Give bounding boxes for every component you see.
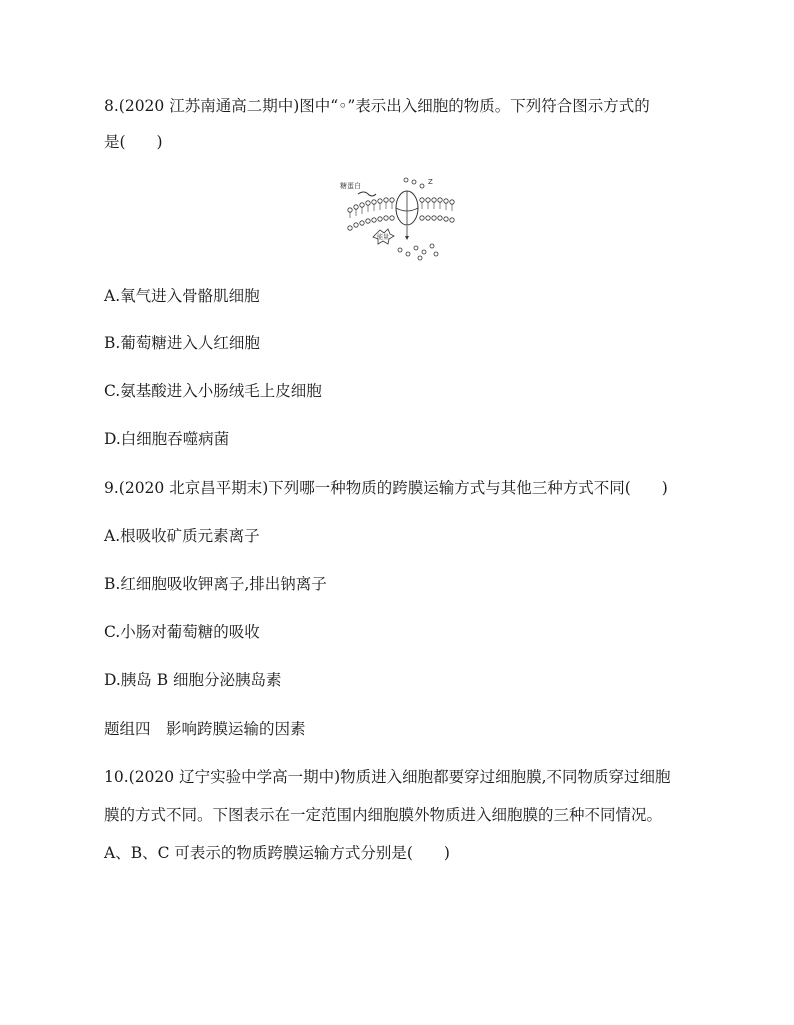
q10-line2: 膜的方式不同。下图表示在一定范围内细胞膜外物质进入细胞膜的三种不同情况。 — [104, 806, 663, 824]
q9-option-d: D.胰岛 B 细胞分泌胰岛素 — [104, 671, 282, 689]
glycoprotein-chain — [358, 192, 376, 196]
q8-option-d: D.白细胞吞噬病菌 — [104, 430, 230, 448]
q8-stem-line2: 是( ) — [104, 133, 163, 151]
q9-option-a: A.根吸收矿质元素离子 — [104, 527, 260, 545]
q8-option-b: B.葡萄糖进入人红细胞 — [104, 334, 260, 352]
q9-option-c: C.小肠对葡萄糖的吸收 — [104, 623, 260, 641]
membrane-transport-figure — [336, 172, 460, 262]
inside-molecules — [398, 244, 438, 260]
section-heading: 题组四 影响跨膜运输的因素 — [104, 720, 306, 738]
q8-option-a: A.氧气进入骨骼肌细胞 — [104, 287, 260, 305]
q8-stem-line1: 8.(2020 江苏南通高二期中)图中“◦”表示出入细胞的物质。下列符合图示方式的 — [104, 97, 650, 115]
q10-line3: A、B、C 可表示的物质跨膜运输方式分别是( ) — [104, 844, 450, 862]
z-label: Z — [428, 178, 433, 186]
q8-option-c: C.氨基酸进入小肠绒毛上皮细胞 — [104, 382, 322, 400]
energy-label: 能量 — [377, 234, 390, 241]
q9-stem: 9.(2020 北京昌平期末)下列哪一种物质的跨膜运输方式与其他三种方式不同( ) — [104, 479, 668, 497]
transport-arrow-head — [405, 236, 409, 240]
q10-line1: 10.(2020 辽宁实验中学高一期中)物质进入细胞都要穿过细胞膜,不同物质穿过细胞 — [104, 768, 671, 786]
membrane-diagram — [336, 172, 460, 262]
outside-molecules — [404, 178, 424, 188]
q9-option-b: B.红细胞吸收钾离子,排出钠离子 — [104, 575, 327, 593]
glycoprotein-label: 糖蛋白 — [340, 182, 361, 190]
